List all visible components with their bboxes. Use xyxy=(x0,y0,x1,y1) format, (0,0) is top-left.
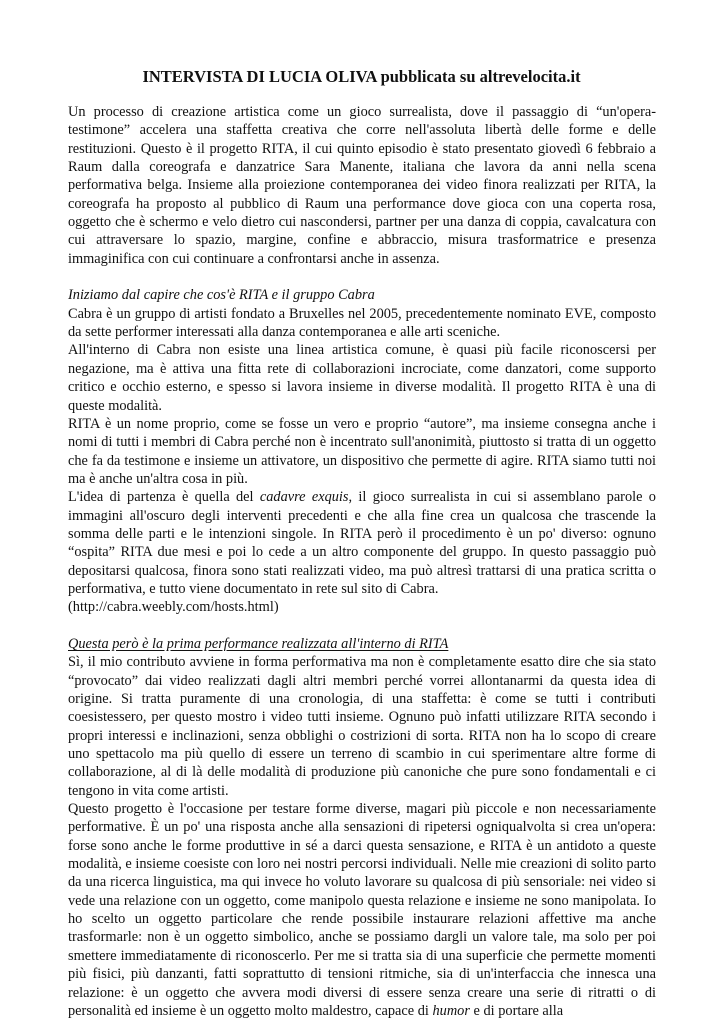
answer-1-paragraph-3: RITA è un nome proprio, come se fosse un vero e proprio “autore”, ma insieme consegna anche i nomi di tutti i membri di Cabra perché non è incentrato sull'anonimità, piuttosto si tratta di un oggetto che fa da testimone e insieme un attivatore, un dispositivo che permette di agire. RITA siamo tutti noi ma è anche un'altra cosa in più. xyxy=(68,415,656,487)
article-body xyxy=(68,103,656,1020)
cabra-hosts-url: (http://cabra.weebly.com/hosts.html) xyxy=(68,599,279,616)
humor-term: humor xyxy=(432,1002,470,1019)
answer-1-paragraph-2: All'interno di Cabra non esiste una linea artistica comune, è quasi più facile riconoscersi per negazione, ma è attiva una fitta rete di collaborazioni incrociate, come danzatori, come supporto critico e occhio esterno, e spesso si lavora insieme in diverse modalità. Il progetto RITA è una di queste modalità. xyxy=(68,342,656,414)
answer-2-paragraph-2-start: Questo progetto è l'occasione per testare forme diverse, magari più piccole e non necessariamente performative. È un po' una risposta anche alla sensazioni di ripetersi ogniqualvolta si crea un'opera: forse sono anche le forme produttive in sé a darci questa sensazione, e RITA è un antidoto a queste modalità, e insieme coesiste con loro nei nostri percorsi individuali. Nelle mie creazioni di solito parto da una ricerca linguistica, ma qui invece ho voluto lavorare su qualcosa di più sensoriale: nei video si vede una relazione con un oggetto, come manipolo questa relazione e insieme ne sono manipolata. Io ho scelto un oggetto particolare che rende possibile instaurare relazioni affettive ma anche trasformarle: non è un oggetto simbolico, anche se possiamo dargli un valore tale, ma solo per poi smettere immediatamente di riconoscerlo. Per me si tratta sia di una superficie che permette momenti più fisici, più danzanti, fatti soprattutto di tensioni ritmiche, sia di un'interfaccia che innesca una relazione: è un oggetto che avvera modi diversi di essere senza creare una serie di ritratti o di personalità ed insieme è un oggetto molto maldestro, capace di xyxy=(68,801,656,1019)
answer-1-paragraph-1: Cabra è un gruppo di artisti fondato a Bruxelles nel 2005, precedentemente nominato EVE, composto da sette performer interessati alla danza contemporanea e alle arti sceniche. xyxy=(68,305,656,341)
answer-2-paragraph-2 xyxy=(68,800,656,1020)
answer-2-paragraph-1: Sì, il mio contributo avviene in forma performativa ma non è completamente esatto dire che sia stato “provocato” dai video realizzati dagli altri membri perché vorrei allontanarmi da questa idea di origine. Si tratta puramente di una cronologia, di una staffetta: è come se tutti i contributi coesistessero, per questo mostro i video tutti insieme. Ognuno può infatti utilizzare RITA secondo i propri interessi e inclinazioni, senza obblighi o costrizioni di sorta. RITA non ha lo scopo di creare uno spettacolo ma più quello di essere un terreno di scambio in cui sperimentare altre forme di collaborazione, al di là delle modalità di produzione più canoniche che pure sono fondamentali e ci tengono in vita come artisti. xyxy=(68,654,656,799)
answer-2-paragraph-2-rest: e di portare alla xyxy=(469,1002,564,1019)
answer-1-paragraph-4 xyxy=(68,488,656,598)
question-heading-1: Iniziamo dal capire che cos'è RITA e il gruppo Cabra xyxy=(68,287,375,304)
paragraph-spacer xyxy=(68,617,656,635)
answer-1-paragraph-4-start: L'idea di partenza è quella del xyxy=(68,489,260,506)
intro-paragraph: Un processo di creazione artistica come un gioco surrealista, dove il passaggio di “un'opera-testimone” accelera una staffetta creativa che corre nell'assoluta libertà delle forme e delle restituzioni. Questo è il progetto RITA, il cui quinto episodio è stato presentato giovedì 6 febbraio a Raum dalla coreografa e danzatrice Sara Manente, italiana che lavora da anni nella scena performativa belga. Insieme alla proiezione contemporanea dei video finora realizzati per RITA, la coreografa ha proposto al pubblico di Raum una performance dove gioca con una coperta rosa, oggetto che è schermo e velo dietro cui nascondersi, partner per una danza di coppia, cavalcatura con cui attraversare lo spazio, margine, confine e abbraccio, misura trasformatrice e presenza immaginifica con cui continuare a confrontarsi anche in assenza. xyxy=(68,104,656,267)
paragraph-spacer xyxy=(68,268,656,286)
page-title: INTERVISTA DI LUCIA OLIVA pubblicata su altrevelocita.it xyxy=(142,67,581,86)
cadavre-exquis-term: cadavre exquis xyxy=(259,489,349,506)
question-heading-2: Questa però è la prima performance realizzata all'interno di RITA xyxy=(68,635,449,652)
answer-1-paragraph-4-rest: , il gioco surrealista in cui si assemblano parole o immagini all'oscuro degli interventi precedenti e che alla fine crea un qualcosa che trascende la somma delle parti e le intenzioni singole. In RITA però il procedimento è un po' diverso: ognuno “ospita” RITA due mesi e poi lo cede a un altro componente del gruppo. In questo passaggio può depositarsi qualcosa, finora sono stati realizzati video, ma può altresì trattarsi di una pratica scritta o performativa, e tutto viene documentato in rete sul sito di Cabra. xyxy=(68,489,656,597)
